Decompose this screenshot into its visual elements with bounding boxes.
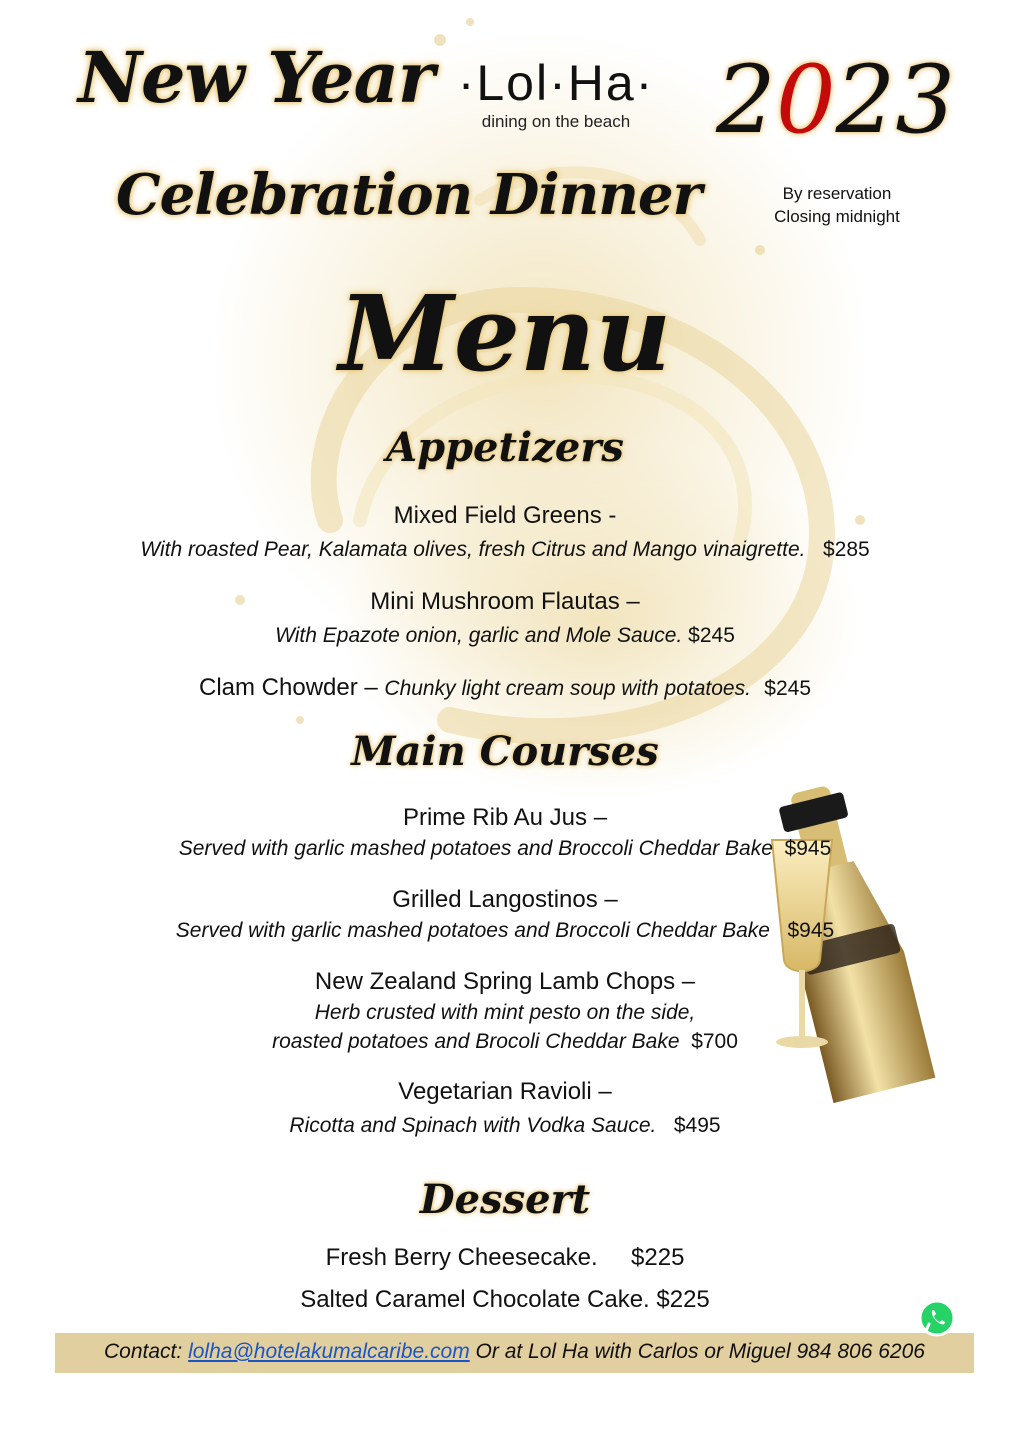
main-price: $700	[691, 1030, 738, 1053]
main-desc-text: Ricotta and Spinach with Vodka Sauce.	[289, 1114, 657, 1137]
year-prefix: 2	[716, 46, 776, 155]
appetizer-price: $245	[764, 677, 811, 700]
main-price: $945	[787, 919, 835, 942]
year-zero: 0	[775, 46, 836, 155]
appetizer-desc	[0, 538, 1010, 562]
appetizer-desc-text: With Epazote onion, garlic and Mole Sauce.	[275, 624, 683, 647]
section-main-courses: Main Courses	[351, 728, 659, 775]
main-desc	[0, 1001, 1010, 1025]
dessert-title: Fresh Berry Cheesecake.	[325, 1244, 598, 1271]
appetizer-title: Clam Chowder	[199, 674, 358, 701]
main-desc-text: Served with garlic mashed potatoes and Broccoli Cheddar Bake	[178, 837, 773, 860]
main-title: Grilled Langostinos –	[392, 886, 618, 913]
year-suffix: 23	[835, 46, 956, 155]
main-desc	[0, 1030, 1010, 1054]
main-title: Vegetarian Ravioli –	[398, 1078, 612, 1105]
appetizer-line	[0, 674, 1010, 702]
reservation-note	[742, 182, 932, 228]
dessert-title: Salted Caramel Chocolate Cake.	[300, 1286, 650, 1313]
appetizer-price: $245	[688, 624, 735, 647]
dessert-item	[0, 1244, 1010, 1272]
section-appetizers: Appetizers	[386, 424, 624, 471]
whatsapp-icon[interactable]	[917, 1298, 957, 1338]
heading-new-year: New Year	[78, 36, 434, 119]
main-desc	[0, 1114, 1010, 1138]
logo-tagline: dining on the beach	[481, 112, 631, 131]
contact-label: Contact:	[104, 1340, 183, 1363]
appetizer-desc	[0, 624, 1010, 648]
dessert-price: $225	[656, 1286, 710, 1313]
main-desc-text: Served with garlic mashed potatoes and Broccoli Cheddar Bake	[175, 919, 770, 942]
logo-name: ·Lol·Ha·	[457, 55, 655, 111]
appetizer-price: $285	[822, 538, 870, 561]
appetizer-dash: –	[357, 674, 385, 701]
main-price: $495	[673, 1114, 721, 1137]
dessert-price: $225	[631, 1244, 685, 1271]
note-line-2: Closing midnight	[774, 207, 900, 226]
main-desc-text: roasted potatoes and Brocoli Cheddar Bake	[272, 1030, 680, 1053]
note-line-1: By reservation	[782, 184, 892, 203]
contact-bar	[55, 1333, 974, 1373]
lolha-logo	[436, 55, 676, 132]
contact-text	[55, 1340, 974, 1364]
main-desc-text: Herb crusted with mint pesto on the side,	[314, 1001, 696, 1024]
main-desc	[0, 837, 1010, 861]
contact-email-link[interactable]: lolha@hotelakumalcaribe.com	[188, 1340, 470, 1363]
main-title: Prime Rib Au Jus –	[402, 804, 608, 831]
main-price: $945	[784, 837, 832, 860]
main-title: New Zealand Spring Lamb Chops –	[314, 968, 696, 995]
dessert-item	[0, 1286, 1010, 1314]
section-dessert: Dessert	[419, 1176, 591, 1223]
menu-title: Menu	[338, 272, 672, 395]
appetizer-title: Mixed Field Greens -	[393, 502, 617, 529]
appetizer-title: Mini Mushroom Flautas –	[370, 588, 640, 615]
year-heading	[716, 46, 955, 155]
heading-celebration-dinner: Celebration Dinner	[116, 162, 702, 228]
appetizer-desc-text: Chunky light cream soup with potatoes.	[384, 677, 751, 700]
contact-details: Or at Lol Ha with Carlos or Miguel 984 806 6206	[475, 1340, 925, 1363]
main-desc	[0, 919, 1010, 943]
appetizer-desc-text: With roasted Pear, Kalamata olives, fresh Citrus and Mango vinaigrette.	[140, 538, 806, 561]
